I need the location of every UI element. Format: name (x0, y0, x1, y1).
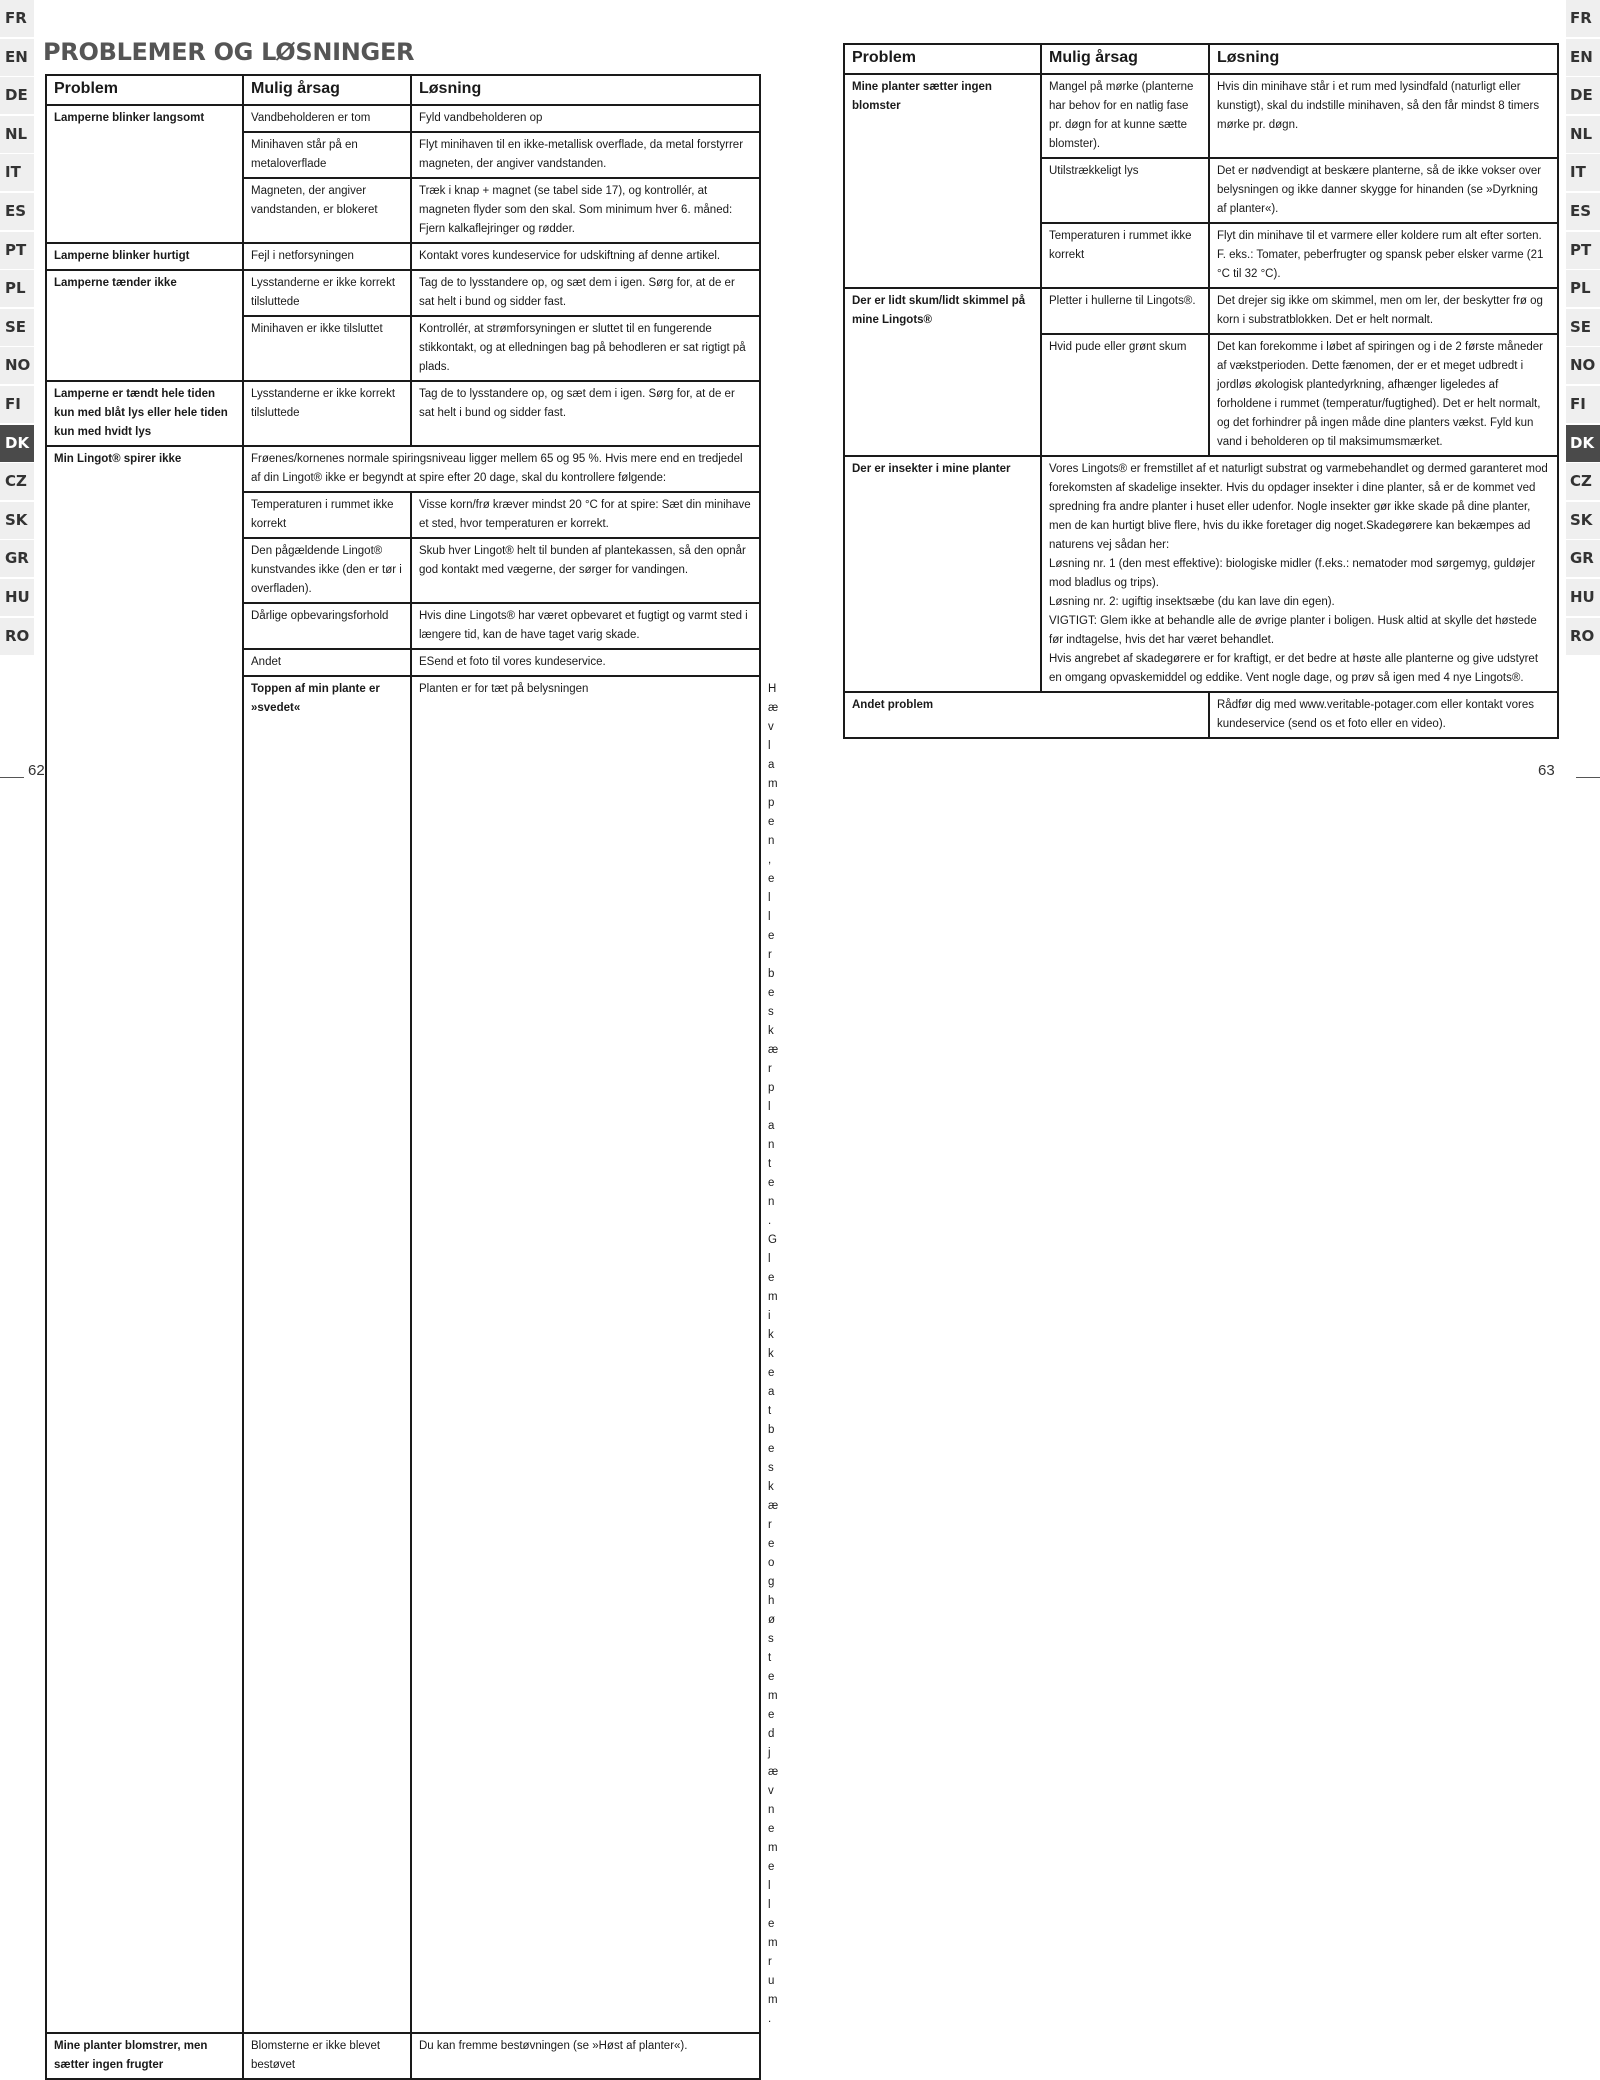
table-row (844, 74, 1558, 158)
problem-cell: Min Lingot® spirer ikke (46, 446, 243, 2033)
problem-cell: Mine planter blomstrer, men sætter ingen frugter (46, 2033, 243, 2079)
problem-cell: Mine planter sætter ingen blomster (844, 74, 1041, 288)
lang-tab-ro[interactable]: RO (1566, 618, 1600, 655)
solution-cell: Du kan fremme bestøvningen (se »Høst af planter«). (411, 2033, 760, 2079)
table-row (46, 105, 760, 132)
lang-tab-fi[interactable]: FI (0, 386, 34, 423)
cause-cell: Lysstanderne er ikke korrekt tilsluttede (243, 381, 411, 446)
problem-cell: Toppen af min plante er »svedet« (243, 676, 411, 2033)
cause-cell: Fejl i netforsyningen (243, 243, 411, 270)
troubleshooting-table-right (843, 43, 1559, 739)
merged-info-cell: Frøenes/kornenes normale spiringsniveau ligger mellem 65 og 95 %. Hvis mere end en tredjedel af din Lingot® ikke er begyndt at spire efter 20 dage, skal du kontrollere følgende: (243, 446, 760, 492)
insect-info-intro: Vores Lingots® er fremstillet af et naturligt substrat og varmebehandlet og dermed garanteret mod forekomsten af skadelige insekter. Hvis du opdager insekter i dine planter, så er de kommet ved spredning fra andre planter i huset eller udenfor. Nogle insekter gør ikke skade på dine planter, men de kan hurtigt blive flere, hvis du ikke foretager dig noget.Skadegørere kan bekæmpes ad naturens vej sådan her: (1049, 463, 1548, 551)
solution-cell: Hvis din minihave står i et rum med lysindfald (naturligt eller kunstigt), skal du indstille minihaven, så den får mindst 8 timers mørke pr. døgn. (1209, 74, 1558, 158)
header-problem: Problem (844, 44, 1041, 74)
page-number-rule-right (1576, 777, 1600, 778)
lang-tab-hu[interactable]: HU (0, 579, 34, 616)
insect-solution-1: Løsning nr. 1 (den mest effektive): biologiske midler (f.eks.: nematoder mod sørgemyg, guldøjer mod bladlus og trips). (1049, 558, 1536, 589)
solution-cell: Det kan forekomme i løbet af spiringen og i de 2 første måneder af vækstperioden. Dette fænomen, der er et meget udbredt i jordløs økologisk plantedyrkning, afhænger ligeledes af forholdene i rummet (temperatur/fugtighed). Det er helt normalt, og det forhindrer på ingen måde dine planters vækst. Fyld kun vand i beholderen op til maksimumsmærket. (1209, 334, 1558, 456)
cause-cell: Temperaturen i rummet ikke korrekt (1041, 223, 1209, 288)
lang-tab-nl[interactable]: NL (1566, 116, 1600, 153)
lang-tab-cz[interactable]: CZ (1566, 463, 1600, 500)
solution-cell: Tag de to lysstandere op, og sæt dem i igen. Sørg for, at de er sat helt i bund og sidder fast. (411, 381, 760, 446)
header-solution: Løsning (1209, 44, 1558, 74)
solution-cell: Det er nødvendigt at beskære planterne, så de ikke vokser over belysningen og ikke danner skygge for hinanden (se »Dyrkning af planter«). (1209, 158, 1558, 223)
problem-cell: Der er insekter i mine planter (844, 456, 1041, 692)
lang-tab-en[interactable]: EN (1566, 39, 1600, 76)
lang-tab-it[interactable]: IT (0, 154, 34, 191)
page-number-right: 63 (1538, 762, 1555, 779)
header-solution: Løsning (411, 75, 760, 105)
lang-tab-fr[interactable]: FR (0, 0, 34, 37)
table-row (46, 270, 760, 316)
solution-cell: Visse korn/frø kræver mindst 20 °C for at spire: Sæt din minihave et sted, hvor temperaturen er korrekt. (411, 492, 760, 538)
solution-cell: ESend et foto til vores kundeservice. (411, 649, 760, 676)
cause-cell: Magneten, der angiver vandstanden, er blokeret (243, 178, 411, 243)
page-number-rule-left (0, 777, 24, 778)
lang-tab-pl[interactable]: PL (1566, 270, 1600, 307)
lang-tab-no[interactable]: NO (0, 347, 34, 384)
cause-cell: Den pågældende Lingot® kunstvandes ikke (den er tør i overfladen). (243, 538, 411, 603)
cause-cell: Andet (243, 649, 411, 676)
lang-tab-de[interactable]: DE (1566, 77, 1600, 114)
merged-info-cell (1041, 456, 1558, 692)
lang-tab-sk[interactable]: SK (0, 502, 34, 539)
insect-important-note: VIGTIGT: Glem ikke at behandle alle de øvrige planter i boligen. Husk altid at skylle det høstede før indtagelse, hvis det har været behandlet. (1049, 615, 1537, 646)
lang-tab-cz[interactable]: CZ (0, 463, 34, 500)
lang-tab-de[interactable]: DE (0, 77, 34, 114)
solution-cell: Det drejer sig ikke om skimmel, men om ler, der beskytter frø og korn i substratblokken. Det er helt normalt. (1209, 288, 1558, 334)
problem-cell: Lamperne blinker hurtigt (46, 243, 243, 270)
lang-tab-es[interactable]: ES (0, 193, 34, 230)
cause-cell: Lysstanderne er ikke korrekt tilsluttede (243, 270, 411, 316)
solution-cell: Hvis dine Lingots® har været opbevaret et fugtigt og varmt sted i længere tid, kan de have taget varig skade. (411, 603, 760, 649)
cause-cell: Utilstrækkeligt lys (1041, 158, 1209, 223)
problem-cell: Lamperne blinker langsomt (46, 105, 243, 243)
problem-cell: Lamperne er tændt hele tiden kun med blåt lys eller hele tiden kun med hvidt lys (46, 381, 243, 446)
lang-tab-dk[interactable]: DK (0, 425, 34, 462)
problem-cell: Andet problem (844, 692, 1209, 738)
lang-tab-fi[interactable]: FI (1566, 386, 1600, 423)
lang-tab-gr[interactable]: GR (0, 540, 34, 577)
cause-cell: Mangel på mørke (planterne har behov for en natlig fase pr. døgn for at kunne sætte blomster). (1041, 74, 1209, 158)
solution-cell: Træk i knap + magnet (se tabel side 17), og kontrollér, at magneten flyder som den skal. Som minimum hver 6. måned: Fjern kalkaflejringer og rødder. (411, 178, 760, 243)
problem-cell: Der er lidt skum/lidt skimmel på mine Lingots® (844, 288, 1041, 456)
solution-cell: Skub hver Lingot® helt til bunden af plantekassen, så den opnår god kontakt med vægerne, der sørger for vandingen. (411, 538, 760, 603)
lang-tab-pt[interactable]: PT (1566, 232, 1600, 269)
table-row (46, 381, 760, 446)
lang-tab-it[interactable]: IT (1566, 154, 1600, 191)
solution-cell: Kontrollér, at strømforsyningen er sluttet til en fungerende stikkontakt, og at elledningen bag på behodleren er sat rigtigt på plads. (411, 316, 760, 381)
lang-tab-ro[interactable]: RO (0, 618, 34, 655)
lang-tab-pt[interactable]: PT (0, 232, 34, 269)
language-sidebar-right (1566, 0, 1600, 656)
troubleshooting-table-left (45, 74, 779, 2080)
table-row (46, 2033, 760, 2079)
header-problem: Problem (46, 75, 243, 105)
solution-cell: Kontakt vores kundeservice for udskiftning af denne artikel. (411, 243, 760, 270)
lang-tab-no[interactable]: NO (1566, 347, 1600, 384)
lang-tab-hu[interactable]: HU (1566, 579, 1600, 616)
lang-tab-gr[interactable]: GR (1566, 540, 1600, 577)
cause-cell: Hvid pude eller grønt skum (1041, 334, 1209, 456)
cause-cell: Pletter i hullerne til Lingots®. (1041, 288, 1209, 334)
language-sidebar-left (0, 0, 34, 656)
cause-cell: Blomsterne er ikke blevet bestøvet (243, 2033, 411, 2079)
lang-tab-pl[interactable]: PL (0, 270, 34, 307)
table-row (46, 446, 760, 492)
header-cause: Mulig årsag (243, 75, 411, 105)
lang-tab-nl[interactable]: NL (0, 116, 34, 153)
cause-cell: Vandbeholderen er tom (243, 105, 411, 132)
lang-tab-dk[interactable]: DK (1566, 425, 1600, 462)
table-row (844, 692, 1558, 738)
solution-cell: Rådfør dig med www.veritable-potager.com eller kontakt vores kundeservice (send os et foto eller en video). (1209, 692, 1558, 738)
lang-tab-se[interactable]: SE (1566, 309, 1600, 346)
table-row: Toppen af min plante er »svedet« Planten er for tæt på belysningen Hæv lampen, eller beskær planten. Glem ikke at beskære og høste med jævne mellemrum. (46, 676, 760, 2033)
lang-tab-sk[interactable]: SK (1566, 502, 1600, 539)
table-header-row (46, 75, 760, 105)
cause-cell: Planten er for tæt på belysningen (411, 676, 760, 2033)
cause-cell: Dårlige opbevaringsforhold (243, 603, 411, 649)
solution-cell: Tag de to lysstandere op, og sæt dem i igen. Sørg for, at de er sat helt i bund og sidder fast. (411, 270, 760, 316)
problem-cell: Lamperne tænder ikke (46, 270, 243, 381)
table-row (844, 288, 1558, 334)
insect-severe-note: Hvis angrebet af skadegørere er for kraftigt, er det bedre at høste alle planterne og give udstyret en omgang opvaskemiddel og eddike. Vent nogle dage, og prøv så igen med 4 nye Lingots®. (1049, 653, 1539, 684)
solution-cell: Fyld vandbeholderen op (411, 105, 760, 132)
lang-tab-en[interactable]: EN (0, 39, 34, 76)
header-cause: Mulig årsag (1041, 44, 1209, 74)
insect-solution-2: Løsning nr. 2: ugiftig insektsæbe (du kan lave din egen). (1049, 596, 1335, 608)
page-title: PROBLEMER OG LØSNINGER (43, 38, 415, 66)
lang-tab-se[interactable]: SE (0, 309, 34, 346)
cause-cell: Temperaturen i rummet ikke korrekt (243, 492, 411, 538)
table-row (46, 243, 760, 270)
page-number-left: 62 (28, 762, 45, 779)
lang-tab-es[interactable]: ES (1566, 193, 1600, 230)
table-header-row (844, 44, 1558, 74)
table-row (844, 456, 1558, 692)
cause-cell: Minihaven står på en metaloverflade (243, 132, 411, 178)
lang-tab-fr[interactable]: FR (1566, 0, 1600, 37)
cause-cell: Minihaven er ikke tilsluttet (243, 316, 411, 381)
solution-cell: Flyt minihaven til en ikke-metallisk overflade, da metal forstyrrer magneten, der angiver vandstanden. (411, 132, 760, 178)
solution-cell: Flyt din minihave til et varmere eller koldere rum alt efter sorten. F. eks.: Tomater, peberfrugter og spansk peber elsker varme (21 °C til 32 °C). (1209, 223, 1558, 288)
